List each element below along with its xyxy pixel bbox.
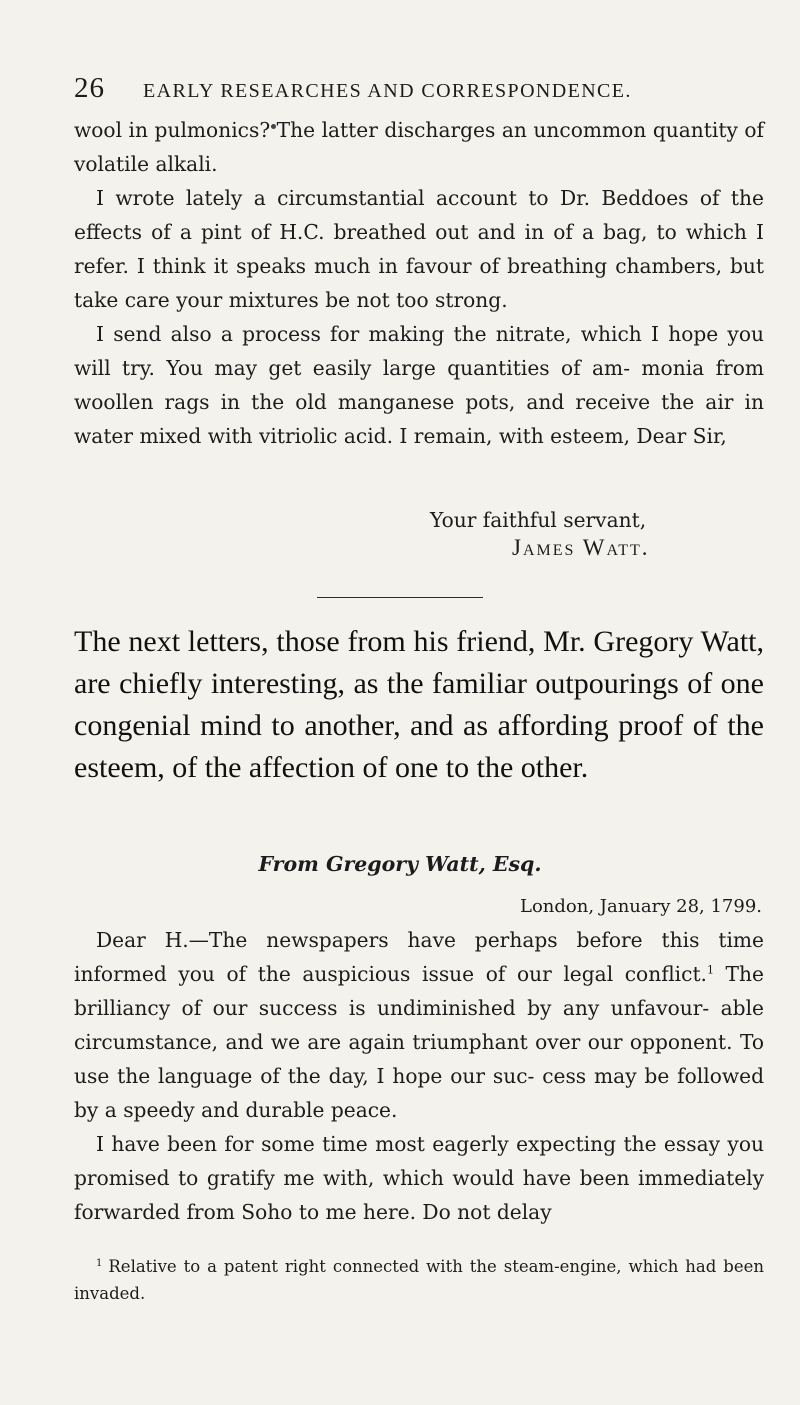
- narrative-text: The next letters, those from his friend, Mr. Gregory Watt, are chiefly interesting, as the familiar outpourings of one congenial mind to another, and as affording proof of the esteem, of the affection of one to the other.: [74, 625, 764, 784]
- letter-signature: James Watt.: [512, 535, 650, 560]
- footnote-text: Relative to a patent right connected with the steam-engine, which had been invaded.: [74, 1257, 764, 1303]
- second-letter-body: [74, 923, 764, 1229]
- running-head: EARLY RESEARCHES AND CORRESPONDENCE.: [143, 80, 632, 102]
- paragraph-text: Dear H.—The newspapers have perhaps before this time informed you of the auspicious issue of our legal conflict.: [74, 928, 764, 986]
- letter-paragraph: I send also a process for making the nitrate, which I hope you will try. You may get easily large quantities of am- monia from woollen rags in the old manganese pots, and receive the air in water mixed with vitriolic acid. I remain, with esteem, Dear Sir,: [74, 322, 764, 448]
- letter-paragraph: I have been for some time most eagerly expecting the essay you promised to gratify me with, which would have been immediately forwarded from Soho to me here. Do not delay: [74, 1132, 764, 1224]
- letter-heading: From Gregory Watt, Esq.: [258, 852, 542, 876]
- letter-paragraph: wool in pulmonics? The latter discharges an uncommon quantity of volatile alkali.: [74, 118, 764, 176]
- letter-paragraph: I wrote lately a circumstantial account to Dr. Beddoes of the effects of a pint of H.C. breathed out and in of a bag, to which I refer. I think it speaks much in favour of breathing chambers, but take care your mixtures be not too strong.: [74, 186, 764, 312]
- footnote-reference[interactable]: 1: [706, 963, 714, 977]
- letter-body: [74, 113, 764, 453]
- paragraph-text: The brilliancy of our success is undiminished by any unfavour- able circumstance, and we are again triumphant over our opponent. To use the language of the day, I hope our suc- cess may be followed by a speedy and durable peace.: [74, 962, 764, 1122]
- page-number: 26: [74, 72, 105, 104]
- letter-paragraph: [74, 923, 764, 1127]
- narrative-paragraph: [74, 621, 764, 789]
- section-divider: [317, 597, 483, 598]
- letter-closing: Your faithful servant,: [430, 508, 647, 532]
- footnote: [74, 1253, 764, 1307]
- page-header: [74, 72, 764, 105]
- letter-dateline: London, January 28, 1799.: [519, 896, 762, 917]
- footnote-marker: 1: [96, 1257, 103, 1269]
